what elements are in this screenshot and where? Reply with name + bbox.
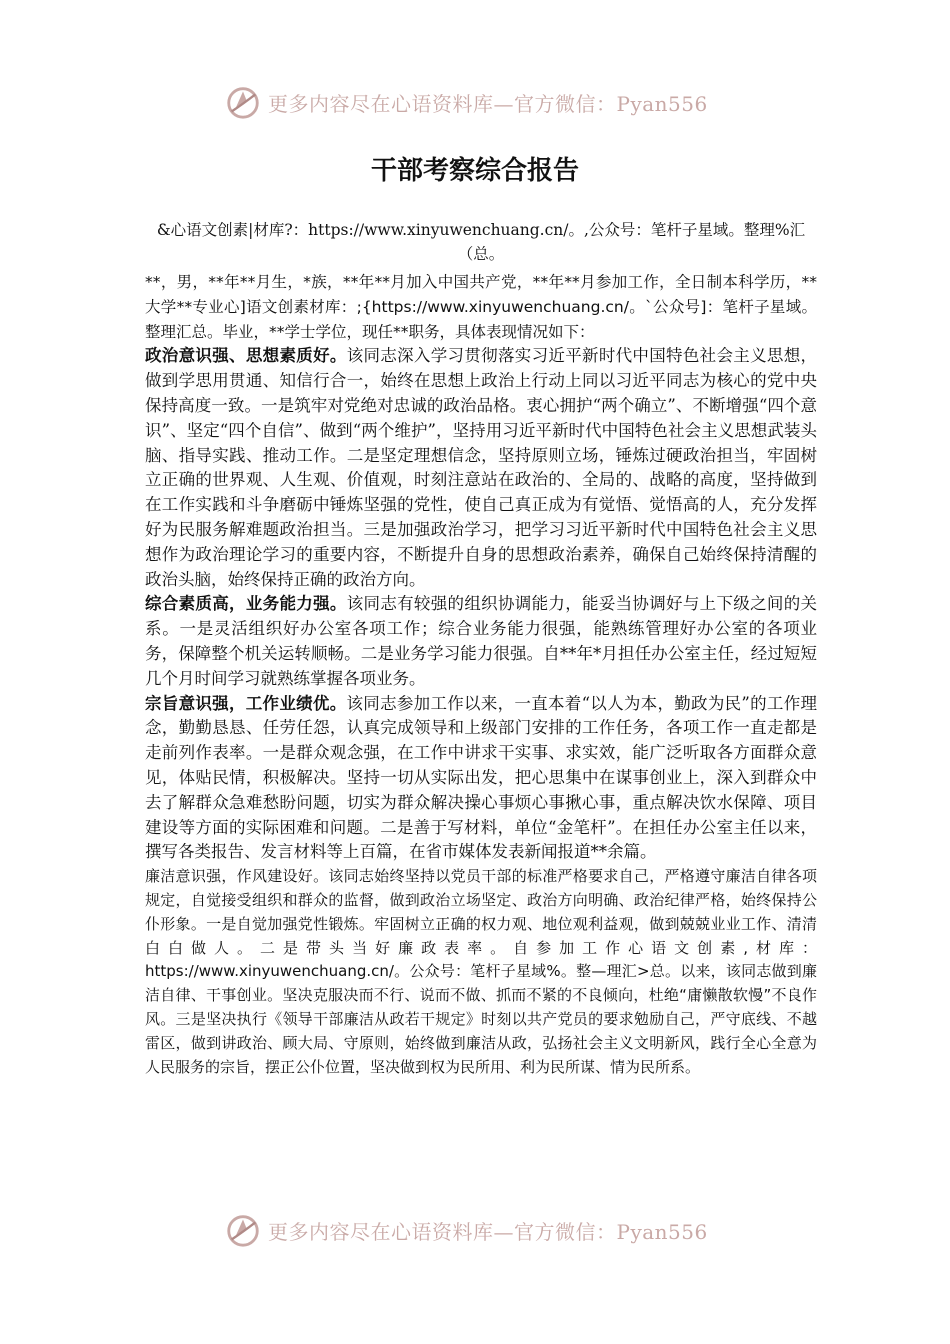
section-body: 该同志深入学习贯彻落实习近平新时代中国特色社会主义思想，做到学思用贯通、知信行合一，始终在思想上政治上行动上同以习近平同志为核心的党中央保持高度一致。一是筑牢对党绝对忠诚的政治品格。衷心拥护“两个确立”、不断增强“四个意识”、坚定“四个自信”、做到“两个维护”，坚持用习近平新时代中国特色社会主义思想武装头脑、指导实践、推动工作。二是坚定理想信念，坚持原则立场，锤炼过硬政治担当，牢固树立正确的世界观、人生观、价值观，时刻注意站在政治的、全局的、战略的高度，坚持做到在工作实践和斗争磨砺中锤炼坚强的党性，使自己真正成为有觉悟、觉悟高的人，充分发挥好为民服务解难题政治担当。三是加强政治学习，把学习习近平新时代中国特色社会主义思想作为政治理论学习的重要内容，不断提升自身的思想政治素养，确保自己始终保持清醒的政治头脑，始终保持正确的政治方向。 (145, 346, 818, 589)
section-paragraph (145, 344, 817, 592)
intro-paragraph: **，男，**年**月生，*族，**年**月加入中国共产党，**年**月参加工作，全日制本科学历，**大学**专业心]语文创素材库：;{https://www.xinyuwenchuang.cn/。`公众号]：笔杆子星域。整理汇总。毕业，**学士学位，现任**职务，具体表现情况如下： (145, 273, 817, 341)
section-body: 该同志有较强的组织协调能力，能妥当协调好与上下级之间的关系。一是灵活组织好办公室各项工作；综合业务能力很强，能熟练管理好办公室的各项业务，保障整个机关运转顺畅。二是业务学习能力很强。自**年*月担任办公室主任，经过短短几个月时间学习就熟练掌握各项业务。 (145, 594, 818, 688)
logo-icon (224, 83, 262, 121)
footer-watermark-banner (224, 1210, 726, 1250)
section-paragraph (145, 865, 817, 1079)
section-heading: 政治意识强、思想素质好。 (145, 346, 347, 366)
footer-watermark-text: 更多内容尽在心语资料库—官方微信：Pyan556 (268, 1219, 708, 1244)
section-heading: 综合素质高，业务能力强。 (145, 594, 347, 614)
section-body: 该同志参加工作以来，一直本着“以人为本，勤政为民”的工作理念，勤勤恳恳、任劳任怨，认真完成领导和上级部门安排的工作任务，各项工作一直走都是走前列作表率。一是群众观念强，在工作中讲求干实事、求实效，能广泛听取各方面群众意见，体贴民情，积极解决。坚持一切从实际出发，把心思集中在谋事创业上，深入到群众中去了解群众急难愁盼问题，切实为群众解决操心事烦心事揪心事，重点解决饮水保障、项目建设等方面的实际困难和问题。二是善于写材料，单位“金笔杆”。在担任办公室主任以来，撰写各类报告、发言材料等上百篇，在省市媒体发表新闻报道**余篇。 (145, 693, 818, 862)
section-paragraph (145, 692, 817, 866)
section-heading: 宗旨意识强，工作业绩优。 (145, 693, 347, 713)
source-line: &心语文创素|材库?：https://www.xinyuwenchuang.cn/。,公众号：笔杆子星域。整理%汇（总。 (156, 221, 806, 263)
section-body: 廉洁意识强，作风建设好。该同志始终坚持以党员干部的标准严格要求自己，严格遵守廉洁自律各项规定，自觉接受组织和群众的监督，做到政治立场坚定、政治方向明确、政治纪律严格，始终保持公仆形象。一是自觉加强党性锻炼。牢固树立正确的权力观、地位观利益观，做到兢兢业业工作、清清白白做人。二是带头当好廉政表率。自参加工作心语文创素,材库：https://www.xinyuwenchuang.cn/。公众号：笔杆子星域%。整—理汇>总。以来，该同志做到廉洁自律、干事创业。坚决克服决而不行、说而不做、抓而不紧的不良倾向，杜绝“庸懒散软慢”不良作风。三是坚决执行《领导干部廉洁从政若干规定》时刻以共产党员的要求勉励自己，严守底线、不越雷区，做到讲政治、顾大局、守原则，始终做到廉洁从政，弘扬社会主义文明新风，践行全心全意为人民服务的宗旨，摆正公仆位置，坚决做到权为民所用、利为民所谋、情为民所系。 (145, 867, 817, 1076)
header-watermark-text: 更多内容尽在心语资料库—官方微信：Pyan556 (268, 91, 708, 116)
page-title: 干部考察综合报告 (370, 156, 579, 186)
header-watermark-banner (224, 82, 726, 122)
logo-icon (224, 1211, 262, 1249)
document-body (145, 218, 817, 1079)
section-paragraph (145, 592, 817, 691)
